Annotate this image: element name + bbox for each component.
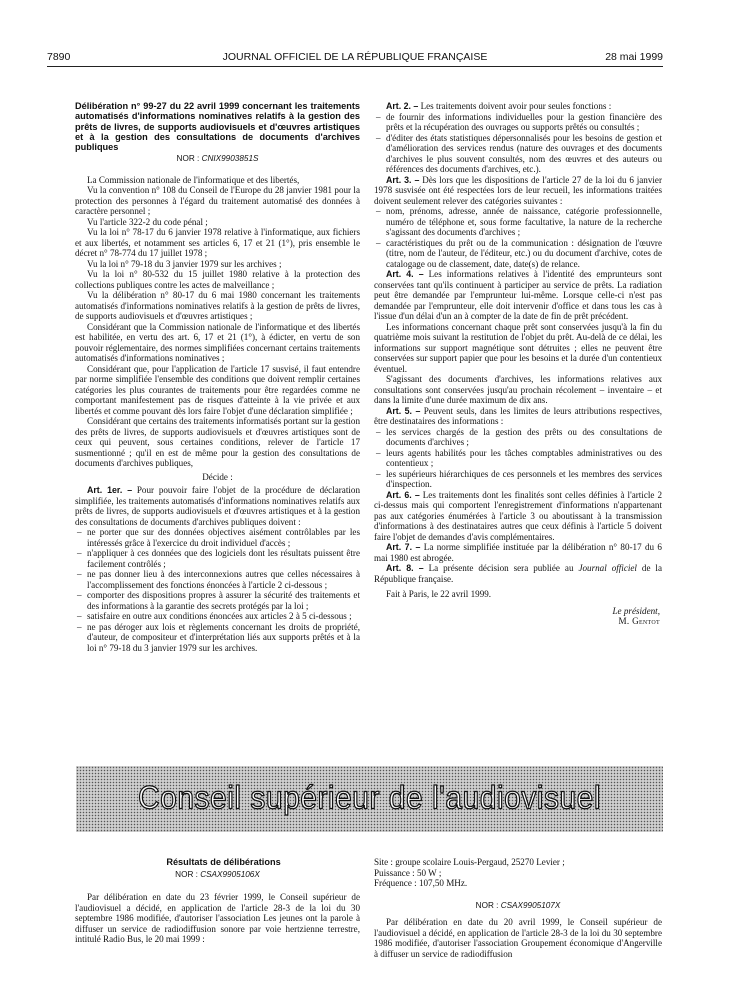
preamble-line: Vu l'article 322-2 du code pénal ; [87,216,208,227]
nor-code: CSAX9905106X [200,869,260,879]
preamble-line: Vu la loi n° 79-18 du 3 janvier 1979 sur les archives ; [87,258,282,269]
page-header [47,51,663,65]
article-5-text: Peuvent seuls, dans les limites de leurs attributions respectives, être destinataires des informations : [374,405,663,426]
article-8-text-after: de la République française. [374,563,662,584]
results-nor-line-2 [374,901,662,912]
article-3-label: Art. 3. – [386,174,420,185]
article-3-text: Dès lors que les dispositions de l'article 27 de la loi du 6 janvier 1978 susvisée ont été respectées lors de leur recueil, les informations traitées doivent seulement relever des catégories suivantes : [374,174,662,206]
results-title: Résultats de délibérations [166,857,281,867]
article-3-list [374,206,662,269]
list-item: – nom, prénoms, adresse, année de naissance, catégorie professionnelle, numéro de téléphone et, sous forme facultative, la nature de la recherche s'agissant des documents d'archives ; [374,206,662,238]
article-4-text: Les informations relatives à l'identité des emprunteurs sont conservées tant qu'ils continuent à participer au service de prêts. La radiation peut être demandée par l'emprunteur lui-même. Lorsque celle-ci n'est pas demandée par l'emprunteur, elle doit intervenir d'office et dans tous les cas à l'issue d'un délai d'un an à compter de la date de fin de prêt précédent. [374,269,662,321]
list-item: – leurs agents habilités pour les tâches comptables administratives ou des contentieux ; [374,448,662,469]
done-at-paris: Fait à Paris, le 22 avril 1999. [386,589,492,599]
list-item: – les supérieurs hiérarchiques de ces personnels et les membres des services d'inspection. [374,469,662,490]
preamble-line: Considérant que la Commission nationale de l'informatique et des libertés est habilitée, en vertu des art. 6, 17 et 21 (1°), à édicter, en vertu de son pouvoir réglementaire, des normes simplifiées concernant certains traitements automatisés d'informations nominatives ; [75,321,360,364]
journal-title: JOURNAL OFFICIEL DE LA RÉPUBLIQUE FRANÇAISE [222,51,488,63]
deliberation-title: Délibération n° 99-27 du 22 avril 1999 concernant les traitements automatisés d'informations nominatives relatifs à la gestion des prêts de livres, de supports audiovisuels et d'œuvres artistiques et à la gestion des consultations de documents d'archives publiques [75,101,360,153]
preamble-line: Vu la convention n° 108 du Conseil de l'Europe du 28 janvier 1981 pour la protection des personnes à l'égard du traitement automatisé des données à caractère personnel ; [75,185,360,217]
site-line: Site : groupe scolaire Louis-Pergaud, 25270 Levier ; [374,857,565,867]
signature-role [374,606,662,617]
article-6-text: Les traitements dont les finalités sont celles définies à l'article 2 ci-dessus mais qui comportent l'enregistrement d'informations n'appartenant pas aux catégories énumérées à l'article 3 ou aboutissant à la transmission d'informations à des destinataires autres que ceux définis à l'article 5 doivent faire l'objet de demandes d'avis complémentaires. [374,489,662,542]
nor-label: NOR : [475,900,499,910]
article-7-text: La norme simplifiée instituée par la délibération n° 80-17 du 6 mai 1980 est abrogée. [374,542,662,563]
article-7-label: Art. 7. – [386,542,421,552]
page-number: 7890 [47,51,71,63]
list-item: – satisfaire en outre aux conditions énoncées aux articles 2 à 5 ci-dessous ; [75,611,360,622]
article-8-label: Art. 8. – [386,563,424,573]
article-2-label: Art. 2. – [386,101,419,111]
article-7 [374,542,662,563]
article-3 [374,175,662,207]
list-item: – ne pas donner lieu à des interconnexions autres que celles nécessaires à l'accomplissement des fonctions énoncées à l'article 2 ci-dessous ; [75,569,360,590]
preamble-line: Considérant que, pour l'application de l'article 17 susvisé, il faut entendre par norme simplifiée l'ensemble des conditions que doivent remplir certaines catégories les plus courantes de traitements pour être regardées comme ne comportant manifestement pas de risques d'atteinte à la vie privée et aux libertés et comme pouvant dès lors faire l'objet d'une déclaration simplifiée ; [75,363,360,416]
nor-line [75,154,360,165]
decide-heading: Décide : [202,471,233,482]
article-8-text-before: La présente décision sera publiée au [428,563,579,573]
article-8 [374,563,662,584]
article-4-paragraph: S'agissant des documents d'archives, les informations relatives aux consultations sont conservées jusqu'au prochain récolement – inventaire – et dans la limite d'une durée maximum de dix ans. [374,374,662,405]
article-2-list [374,112,662,175]
column-left [75,101,360,653]
article-4-label: Art. 4. – [386,269,424,279]
signature-name: M. Gentot [618,616,660,626]
article-8-journal-officiel: Journal officiel [578,563,637,573]
article-1-list [75,527,360,653]
article-1-label: Art. 1er. – [87,485,133,496]
frequency-line: Fréquence : 107,50 MHz. [374,878,468,888]
article-1-text: Pour pouvoir faire l'objet de la procédure de déclaration simplifiée, les traitements automatisés d'informations nominatives relatifs aux prêts de livres, de supports audiovisuels et d'œuvres artistiques et à la gestion des consultations de documents d'archives publiques doivent : [75,485,360,527]
results-left-column [75,857,360,945]
nor-label: NOR : [175,869,198,879]
results-paragraph-2: Par délibération en date du 20 avril 1999, le Conseil supérieur de l'audiovisuel a décidé, en application de l'article 28-3 de la loi du 30 septembre 1986 modifiée, d'autoriser l'association Groupement économique d'Angerville à diffuser un service de radiodiffusion [374,917,662,959]
nor-code: CNIX9903851S [201,154,259,164]
preamble-line: Considérant que certains des traitements informatisés portant sur la gestion des prêts de livres, de supports audiovisuels et d'œuvres artistiques sont de ceux qui peuvent, sous certaines conditions, relever de l'article 17 susmentionné ; qu'il en est de même pour la gestion des consultations de documents d'archives publiques, [75,416,360,469]
signature-role-text: Le président, [612,605,660,616]
header-rule [47,66,663,67]
preamble-line: Vu la loi n° 78-17 du 6 janvier 1978 relative à l'informatique, aux fichiers et aux libertés, et notamment ses articles 6, 17 et 21 (1°), pris ensemble le décret n° 78-774 du 17 juillet 1978 ; [75,227,360,259]
article-2-text: Les traitements doivent avoir pour seules fonctions : [420,101,612,111]
article-2 [374,101,662,112]
nor-label: NOR : [176,154,200,164]
list-item: – les services chargés de la gestion des prêts ou des consultations de documents d'archives ; [374,427,662,448]
article-6 [374,490,662,543]
section-banner [76,766,663,832]
list-item: – ne porter que sur des données objectives aisément contrôlables par les intéressés grâce à l'exercice du droit individuel d'accès ; [75,527,360,548]
banner-title: Conseil supérieur de l'audiovisuel [138,780,601,817]
article-4 [374,269,662,322]
list-item: – caractéristiques du prêt ou de la communication : désignation de l'œuvre (titre, nom de l'auteur, de l'éditeur, etc.) ou du document d'archive, cotes de catalogage ou de classement, date, date(s) de relance. [374,238,662,270]
list-item: – ne pas déroger aux lois et règlements concernant les droits de propriété, d'auteur, de compositeur et d'interprétation liés aux supports prêtés et à la loi n° 79-18 du 3 janvier 1979 sur les archives. [75,622,360,654]
results-nor-line [75,870,360,881]
list-item: – comporter des dispositions propres à assurer la sécurité des traitements et des informations à la garantie des secrets protégés par la loi ; [75,590,360,611]
list-item: – n'appliquer à ces données que des logiciels dont les résultats puissent être facilement contrôlés ; [75,548,360,569]
article-1 [75,485,360,527]
column-right [374,101,662,627]
list-item: – d'éditer des états statistiques dépersonnalisés pour les besoins de gestion et d'amélioration des services rendus (nature des ouvrages et des documents d'archives le plus souvent consultés, nom des œuvres et des auteurs ou références des documents d'archives, etc.). [374,133,662,175]
article-6-label: Art. 6. – [386,489,420,500]
results-paragraph: Par délibération en date du 23 février 1999, le Conseil supérieur de l'audiovisuel a décidé, en application de l'article 28-3 de la loi du 30 septembre 1986 modifiée, d'autoriser l'association Les jeunes ont la parole à diffuser un service de radiodiffusion sonore par voie hertzienne terrestre, intitulé Radio Bus, le 20 mai 1999 : [75,892,360,944]
issue-date: 28 mai 1999 [605,51,663,63]
list-item: – de fournir des informations individuelles pour la gestion financière des prêts et la récupération des ouvrages ou supports prêtés ou consultés ; [374,112,662,133]
power-line: Puissance : 50 W ; [374,867,442,878]
preamble-line: Vu la délibération n° 80-17 du 6 mai 1980 concernant les traitements automatisés d'informations nominatives relatifs à la gestion de prêts de livres, de supports audiovisuels et d'œuvres artistiques ; [75,290,360,322]
results-right-column [374,857,662,959]
article-5-label: Art. 5. – [386,405,421,416]
article-5 [374,406,662,427]
article-4-paragraph: Les informations concernant chaque prêt sont conservées jusqu'à la fin du quatrième mois suivant la restitution de l'objet du prêt. Au-delà de ce délai, les informations sur support magnétique sont détruites ; elles ne peuvent être conservées sur support papier que pour les besoins et la durée d'un contentieux éventuel. [374,321,662,374]
nor-code: CSAX9905107X [500,900,561,910]
article-5-list [374,427,662,490]
preamble-line: La Commission nationale de l'informatique et des libertés, [87,174,300,185]
preamble-line: Vu la loi n° 80-532 du 15 juillet 1980 relative à la protection des collections publiques contre les actes de malveillance ; [75,269,360,290]
